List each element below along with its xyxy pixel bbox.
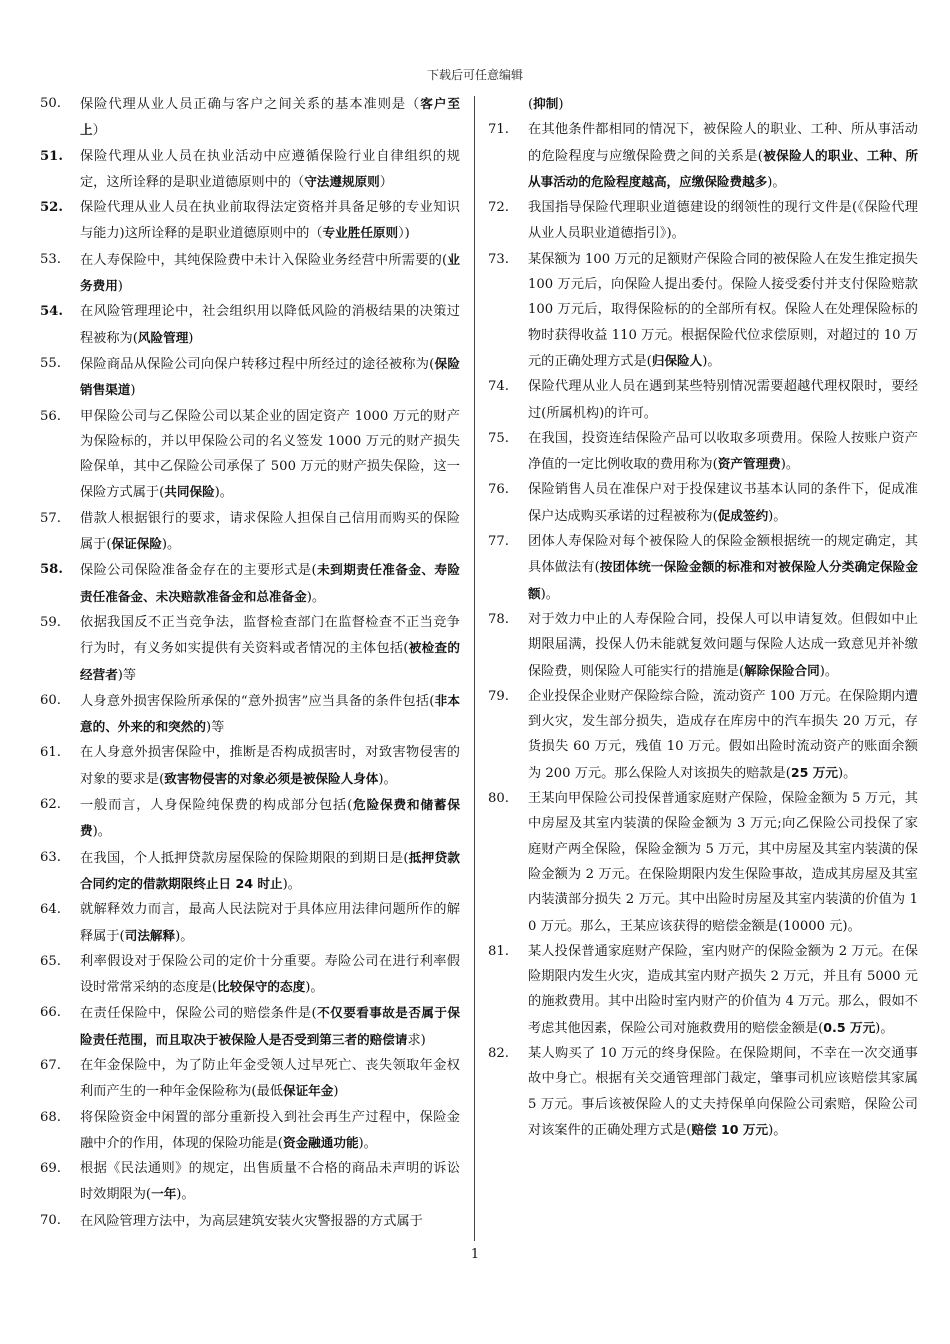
question-number: 65. bbox=[40, 953, 61, 969]
question-number: 62. bbox=[40, 797, 61, 813]
question-item bbox=[488, 374, 918, 426]
question-tail: )。 bbox=[92, 824, 111, 840]
question-text bbox=[80, 949, 460, 1001]
question-item bbox=[40, 949, 460, 1001]
answer-text: 被保险人的职业、工种、所从事活动的危险程度越高，应缴保险费越多 bbox=[528, 147, 918, 189]
question-stem: 某保额为 100 万元的足额财产保险合同的被保险人在发生推定损失 100 万元后，向保险人提出委付。保险人接受委付并支付保险赔款 100 万元后，取得保险标的的全部所有权。保险人在处理保险标的物时获得收益 110 万元。根据保险代位求偿原则，对超过的 10 万元的正确处理方式是( bbox=[528, 251, 918, 369]
question-number: 75. bbox=[488, 430, 509, 446]
question-item bbox=[40, 144, 460, 196]
page-header: 下载后可任意编辑 bbox=[426, 68, 523, 82]
question-text bbox=[80, 897, 460, 949]
question-tail: )。 bbox=[768, 508, 787, 524]
question-item bbox=[488, 939, 918, 1041]
question-stem: 甲保险公司与乙保险公司以某企业的固定资产 1000 万元的财产为保险标的，并以甲保险公司的名义签发 1000 万元的财产损失险保单，其中乙保险公司承保了 500 万元的财产损失保险，这一保险方式属于( bbox=[80, 408, 460, 501]
question-text bbox=[80, 792, 460, 845]
question-text bbox=[528, 607, 918, 684]
question-number: 54. bbox=[40, 304, 63, 320]
question-tail: ) bbox=[130, 383, 136, 399]
question-tail: )。 bbox=[175, 928, 194, 944]
question-item bbox=[40, 91, 460, 144]
question-tail: )。 bbox=[176, 1187, 195, 1203]
question-text bbox=[528, 195, 918, 247]
question-text bbox=[528, 426, 918, 478]
question-stem: 在我国，投资连结保险产品可以收取多项费用。保险人按账户资产净值的一定比例收取的费用称为( bbox=[528, 430, 918, 473]
question-number: 55. bbox=[40, 355, 61, 371]
question-item bbox=[40, 247, 460, 300]
answer-text: 保证保险 bbox=[111, 536, 162, 552]
question-text bbox=[80, 740, 460, 792]
question-tail: )。 bbox=[378, 771, 397, 787]
question-tail: )。 bbox=[702, 353, 721, 369]
question-text bbox=[80, 351, 460, 404]
question-number: 66. bbox=[40, 1005, 61, 1021]
question-stem: 在风险管理方法中，为高层建筑安装火灾警报器的方式属于 bbox=[80, 1213, 423, 1229]
question-item bbox=[40, 195, 460, 247]
question-item bbox=[40, 688, 460, 741]
question-tail: )。 bbox=[306, 589, 326, 605]
question-number: 82. bbox=[488, 1045, 509, 1061]
question-item bbox=[40, 557, 460, 610]
question-text bbox=[80, 1053, 460, 1105]
answer-text: 被检查的经营者 bbox=[80, 640, 460, 682]
question-text bbox=[80, 845, 460, 898]
question-item bbox=[40, 610, 460, 688]
question-number: 73. bbox=[488, 251, 509, 267]
question-number: 68. bbox=[40, 1109, 61, 1125]
answer-text: 抵押贷款合同约定的借款期限终止日 24 时止 bbox=[80, 849, 460, 891]
answer-text: 归保险人 bbox=[651, 352, 703, 368]
answer-text: 资产管理费 bbox=[717, 456, 781, 472]
question-stem: 利率假设对于保险公司的定价十分重要。寿险公司在进行利率假设时常常采纳的态度是( bbox=[80, 953, 460, 996]
question-tail: )。 bbox=[358, 1135, 377, 1151]
question-stem: 保险代理从业人员在执业活动中应遵循保险行业自律组织的规定，这所诠释的是职业道德原则中的（ bbox=[80, 148, 460, 190]
answer-text: 未到期责任准备金、寿险责任准备金、未决赔款准备金和总准备金 bbox=[80, 562, 460, 604]
question-number: 51. bbox=[40, 148, 63, 164]
question-number: 63. bbox=[40, 849, 61, 865]
answer-text: 危险保费和储蓄保费 bbox=[80, 797, 460, 839]
question-text bbox=[80, 1000, 460, 1053]
question-tail: ） bbox=[379, 174, 393, 190]
column-divider bbox=[474, 96, 475, 1241]
question-item bbox=[40, 845, 460, 898]
question-text bbox=[80, 506, 460, 558]
question-text bbox=[80, 688, 460, 741]
question-stem: 保险代理从业人员在执业前取得法定资格并具备足够的专业知识与能力)这所诠释的是职业道德原则中的（ bbox=[80, 200, 460, 242]
question-tail: )。 bbox=[819, 663, 839, 679]
answer-text: 保证年金 bbox=[282, 1083, 334, 1099]
question-stem: 就解释效力而言，最高人民法院对于具体应用法律问题所作的解释属于( bbox=[80, 902, 460, 944]
answer-text: 保险销售渠道 bbox=[80, 355, 460, 398]
question-tail: )。 bbox=[282, 876, 301, 892]
question-text bbox=[528, 684, 918, 786]
question-item bbox=[488, 195, 918, 247]
question-number: 58. bbox=[40, 562, 63, 578]
question-stem: 将保险资金中闲置的部分重新投入到社会再生产过程中，保险金融中介的作用，体现的保险功能是( bbox=[80, 1109, 460, 1151]
answer-text: 一年 bbox=[151, 1186, 177, 1202]
question-text bbox=[80, 1105, 460, 1157]
question-stem: 在责任保险中，保险公司的赔偿条件是( bbox=[80, 1006, 317, 1022]
question-tail: )。 bbox=[214, 485, 233, 501]
question-text bbox=[528, 117, 918, 195]
answer-text: 25 万元 bbox=[790, 764, 838, 780]
question-tail: )。 bbox=[540, 586, 559, 602]
right-column bbox=[488, 91, 918, 1143]
question-number: 71. bbox=[488, 122, 509, 138]
answer-text: 司法解释 bbox=[124, 927, 176, 943]
question-item bbox=[40, 506, 460, 558]
answer-text: 不仅要看事故是否属于保险责任范围，而且取决于被保险人是否受到第三者的赔偿请 bbox=[80, 1005, 460, 1047]
question-tail: )。 bbox=[838, 765, 857, 781]
question-stem: 在人身意外损害保险中，推断是否构成损害时，对致害物侵害的对象的要求是( bbox=[80, 745, 460, 787]
question-stem: 对于效力中止的人寿保险合同，投保人可以申请复效。但假如中止期限届满，投保人仍未能就复效问题与保险人达成一致意见并补缴保险费，则保险人可能实行的措施是( bbox=[528, 611, 918, 679]
question-text bbox=[80, 91, 460, 144]
question-number: 57. bbox=[40, 510, 61, 526]
answer-text: 资金融通功能 bbox=[282, 1134, 359, 1150]
question-tail: ）) bbox=[398, 226, 410, 242]
question-item bbox=[488, 117, 918, 195]
question-stem: 人身意外损害保险所承保的“意外损害”应当具备的条件包括( bbox=[80, 693, 435, 709]
question-number: 80. bbox=[488, 791, 509, 807]
question-stem: 保险代理从业人员在遇到某些特别情况需要超越代理权限时，要经过(所属机构)的许可。 bbox=[528, 379, 918, 421]
question-stem: 在风险管理理论中，社会组织用以降低风险的消极结果的决策过程被称为( bbox=[80, 304, 460, 346]
answer-text: 业务费用 bbox=[80, 251, 460, 294]
answer-text: 比较保守的态度 bbox=[217, 979, 306, 995]
question-item bbox=[40, 1156, 460, 1208]
question-stem: 保险公司保险准备金存在的主要形式是( bbox=[80, 563, 317, 579]
question-text bbox=[80, 557, 460, 610]
answer-text: 专业胜任原则 bbox=[322, 225, 399, 241]
answer-text: 风险管理 bbox=[137, 329, 189, 345]
question-number: 61. bbox=[40, 745, 61, 761]
question-item bbox=[488, 247, 918, 374]
question-stem: 依据我国反不正当竞争法，监督检查部门在监督检查不正当竞争行为时，有义务如实提供有关资料或者情况的主体包括( bbox=[80, 614, 460, 657]
question-stem: 在年金保险中，为了防止年金受领人过早死亡、丧失领取年金权利而产生的一种年金保险称为(最低 bbox=[80, 1057, 460, 1100]
question-stem: 某人购买了 10 万元的终身保险。在保险期间，不幸在一次交通事故中身亡。根据有关交通管理部门裁定，肇事司机应该赔偿其家属 5 万元。事后该被保险人的丈夫持保单向保险公司索赔，保险公司对该案件的正确处理方式是( bbox=[528, 1045, 918, 1138]
question-item bbox=[40, 299, 460, 351]
question-number: 53. bbox=[40, 251, 61, 267]
question-item bbox=[40, 792, 460, 845]
continued-answer: (抑制) bbox=[528, 96, 564, 112]
question-stem: 某人投保普通家庭财产保险，室内财产的保险金额为 2 万元。在保险期限内发生火灾，造成其室内财产损失 2 万元，并且有 5000 元的施救费用。其中出险时室内财产的价值为 4 万元。那么，假如不考虑其他因素，保险公司对施救费用的赔偿金额是( bbox=[528, 943, 918, 1036]
question-stem: 在我国，个人抵押贷款房屋保险的保险期限的到期日是( bbox=[80, 850, 409, 866]
answer-text: 共同保险 bbox=[164, 484, 215, 500]
question-text bbox=[80, 610, 460, 688]
answer-text: 非本意的、外来的和突然的 bbox=[80, 692, 460, 735]
question-stem: 在人寿保险中，其纯保险费中未计入保险业务经营中所需要的( bbox=[80, 252, 448, 268]
question-tail: ) bbox=[117, 279, 123, 295]
question-stem: 团体人寿保险对每个被保险人的保险金额根据统一的规定确定，其具体做法有( bbox=[528, 534, 918, 576]
question-text bbox=[80, 144, 460, 196]
question-item bbox=[488, 786, 918, 939]
question-number: 72. bbox=[488, 200, 509, 216]
question-item bbox=[40, 897, 460, 949]
question-stem: 我国指导保险代理职业道德建设的纲领性的现行文件是(《保险代理从业人员职业道德指引》)。 bbox=[528, 200, 918, 242]
question-stem: 根据《民法通则》的规定，出售质量不合格的商品未声明的诉讼时效期限为( bbox=[80, 1161, 460, 1203]
question-item bbox=[488, 477, 918, 529]
question-stem: 在其他条件都相同的情况下，被保险人的职业、工种、所从事活动的危险程度与应缴保险费之间的关系是( bbox=[528, 122, 918, 164]
question-number: 50. bbox=[40, 96, 61, 111]
question-tail: )。 bbox=[161, 537, 181, 553]
question-number: 69. bbox=[40, 1161, 61, 1177]
page-number: 1 bbox=[470, 1247, 480, 1262]
question-number: 77. bbox=[488, 534, 509, 550]
question-text bbox=[528, 477, 918, 529]
question-item bbox=[488, 529, 918, 607]
question-item bbox=[40, 1105, 460, 1157]
question-item bbox=[40, 1000, 460, 1053]
question-tail: )。 bbox=[768, 1122, 787, 1138]
answer-text: 守法遵规原则 bbox=[304, 173, 380, 189]
question-item bbox=[488, 426, 918, 478]
question-tail: )。 bbox=[780, 457, 800, 473]
question-text bbox=[80, 1208, 460, 1234]
question-number: 70. bbox=[40, 1212, 61, 1228]
answer-text: 致害物侵害的对象必须是被保险人身体 bbox=[164, 770, 379, 786]
question-text bbox=[528, 786, 918, 939]
question-number: 74. bbox=[488, 379, 509, 395]
question-number: 76. bbox=[488, 482, 509, 498]
question-item bbox=[40, 351, 460, 404]
question-stem: 王某向甲保险公司投保普通家庭财产保险，保险金额为 5 万元，其中房屋及其室内装潢的保险金额为 3 万元;向乙保险公司投保了家庭财产两全保险，保险金额为 5 万元，其中房屋及其室内装潢的保险金额为 2 万元。在保险期限内发生保险事故，造成其房屋及其室内装潢部分损失 2 万元。其中出险时房屋及其室内装潢的价值为 10 万元。那么，王某应该获得的赔偿金额是(10000 元)。 bbox=[528, 791, 918, 934]
question-number: 60. bbox=[40, 692, 61, 708]
question-item bbox=[40, 1208, 460, 1234]
question-item bbox=[488, 1041, 918, 1143]
question-number: 56. bbox=[40, 408, 61, 424]
question-tail: )。 bbox=[875, 1020, 894, 1036]
question-tail: )等 bbox=[205, 720, 225, 736]
question-text bbox=[528, 374, 918, 426]
question-text bbox=[528, 529, 918, 607]
answer-text: 促成签约 bbox=[717, 507, 769, 523]
question-item bbox=[488, 684, 918, 786]
question-text bbox=[528, 1041, 918, 1143]
question-tail: 求) bbox=[407, 1032, 426, 1048]
question-tail: )。 bbox=[305, 980, 324, 996]
question-tail: ) bbox=[333, 1084, 339, 1100]
answer-text: 解除保险合同 bbox=[744, 662, 820, 678]
question-stem: 借款人根据银行的要求，请求保险人担保自己信用而购买的保险属于( bbox=[80, 510, 460, 553]
question-tail: ) bbox=[188, 330, 194, 346]
answer-text: 0.5 万元 bbox=[823, 1019, 876, 1035]
question-item bbox=[40, 740, 460, 792]
question-item bbox=[488, 607, 918, 684]
question-text bbox=[80, 1156, 460, 1208]
question-stem: 企业投保企业财产保险综合险，流动资产 100 万元。在保险期内遭到火灾，发生部分损失，造成存在库房中的汽车损失 20 万元，存货损失 60 万元，残值 10 万元。假如出险时流动资产的账面余额为 200 万元。那么保险人对该损失的赔款是( bbox=[528, 688, 918, 781]
question-number: 81. bbox=[488, 943, 509, 959]
answer-text: 赔偿 10 万元 bbox=[691, 1121, 769, 1137]
question-stem: 一般而言，人身保险纯保费的构成部分包括( bbox=[80, 798, 353, 814]
question-stem: 保险销售人员在准保户对于投保建议书基本认同的条件下，促成准保户达成购买承诺的过程被称为( bbox=[528, 482, 918, 524]
answer-text: 按团体统一保险金额的标准和对被保险人分类确定保险金额 bbox=[528, 559, 918, 601]
question-number: 78. bbox=[488, 611, 509, 627]
question-item bbox=[40, 404, 460, 506]
question-text bbox=[80, 299, 460, 351]
question-text bbox=[80, 247, 460, 300]
question-tail: )等 bbox=[117, 667, 137, 683]
question-tail: )。 bbox=[767, 174, 786, 190]
question-number: 67. bbox=[40, 1057, 61, 1073]
question-stem: 保险商品从保险公司向保户转移过程中所经过的途径被称为( bbox=[80, 356, 435, 372]
question-text bbox=[80, 404, 460, 506]
question-text bbox=[528, 939, 918, 1041]
question-number: 79. bbox=[488, 688, 509, 704]
answer-text: 客户至上 bbox=[80, 96, 461, 138]
question-number: 52. bbox=[40, 200, 63, 216]
question-tail: ） bbox=[92, 123, 106, 139]
question-item bbox=[40, 1053, 460, 1105]
question-stem: 保险代理从业人员正确与客户之间关系的基本准则是（ bbox=[80, 97, 421, 112]
left-column bbox=[40, 91, 460, 1234]
question-number: 64. bbox=[40, 902, 61, 918]
question-text bbox=[80, 195, 460, 247]
question-number: 59. bbox=[40, 614, 61, 630]
question-text bbox=[528, 247, 918, 374]
